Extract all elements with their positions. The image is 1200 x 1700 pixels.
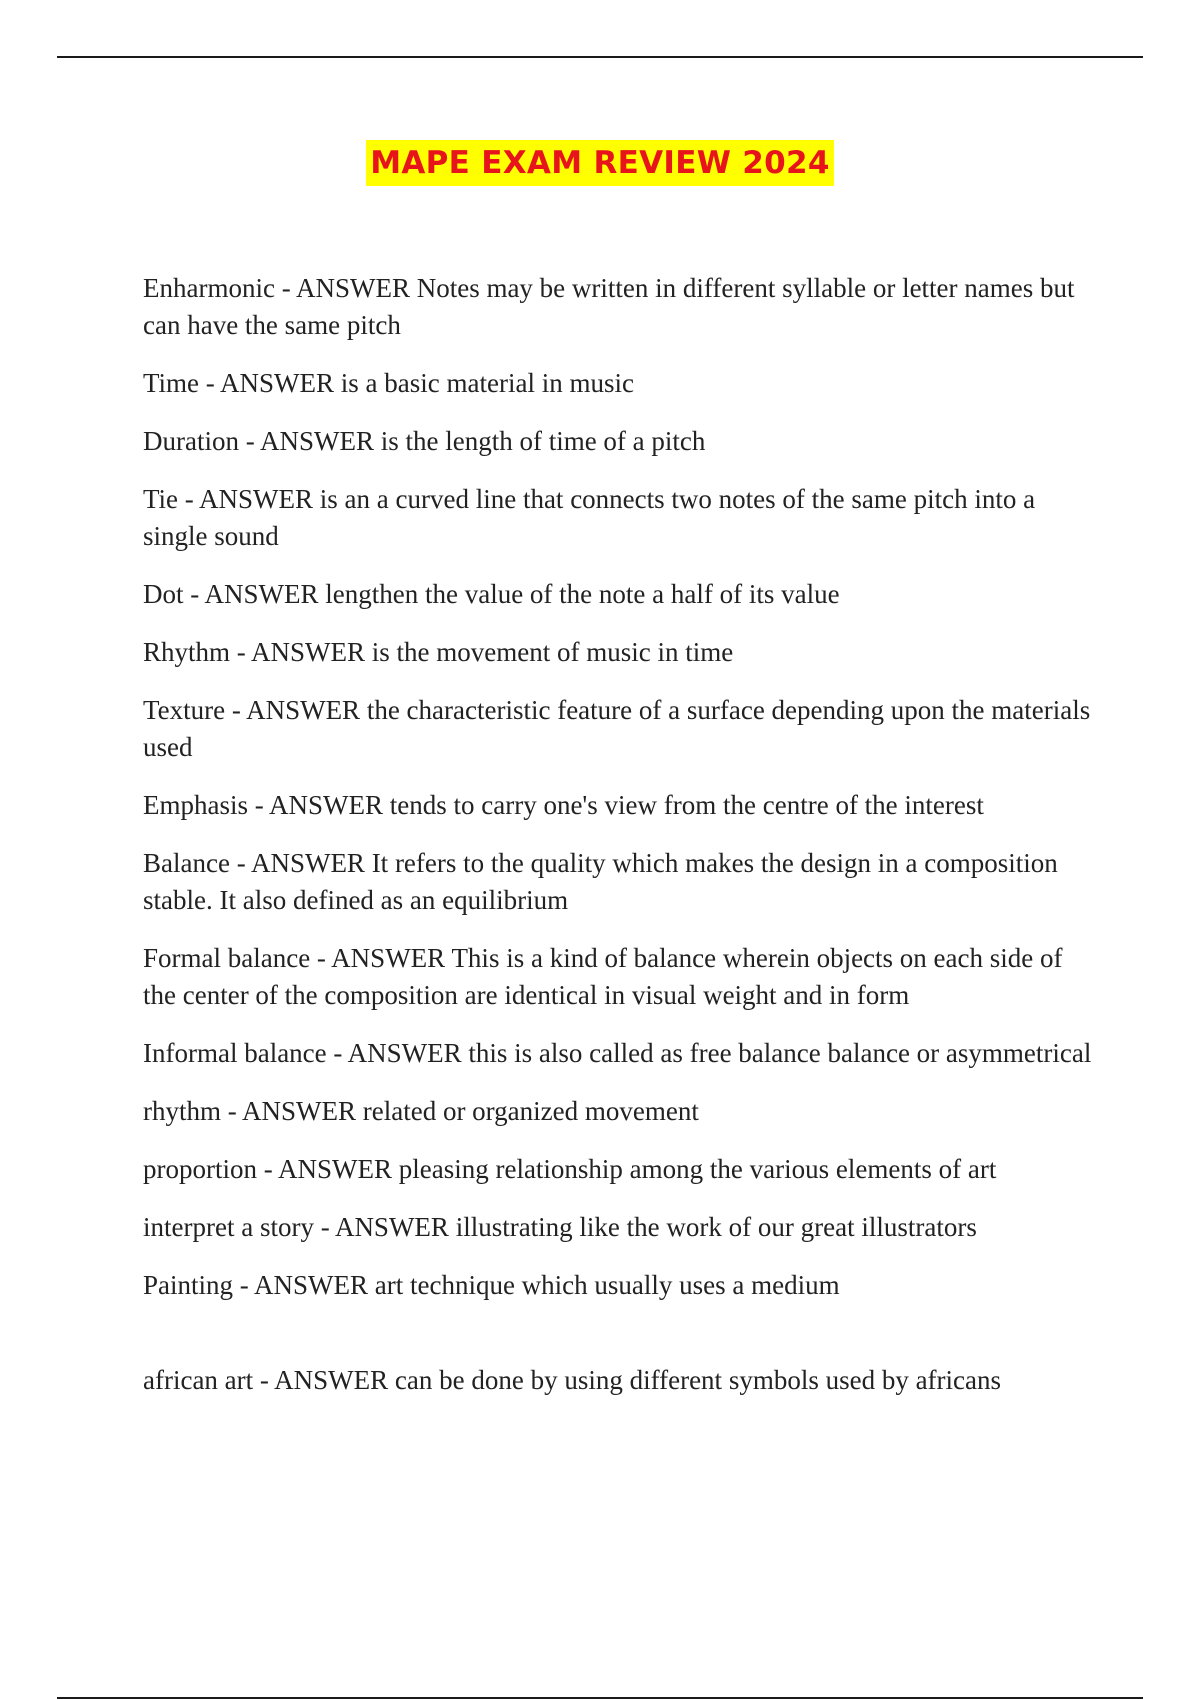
qa-entry-balance: Balance - ANSWER It refers to the quality which makes the design in a composition stable. It also defined as an equilibrium: [143, 848, 1058, 915]
qa-entry-time: Time - ANSWER is a basic material in music: [143, 368, 634, 398]
qa-entry-formal-balance: Formal balance - ANSWER This is a kind of balance wherein objects on each side of the center of the composition are identical in visual weight and in form: [143, 943, 1063, 1010]
bottom-rule: [57, 1697, 1143, 1699]
qa-list: [143, 270, 1093, 1420]
qa-entry-informal-balance: Informal balance - ANSWER this is also called as free balance balance or asymmetrical: [143, 1038, 1092, 1068]
qa-entry-duration: Duration - ANSWER is the length of time of a pitch: [143, 426, 706, 456]
qa-entry-interpret-a-story: interpret a story - ANSWER illustrating like the work of our great illustrators: [143, 1212, 977, 1242]
qa-entry-dot: Dot - ANSWER lengthen the value of the note a half of its value: [143, 579, 840, 609]
qa-entry-painting: Painting - ANSWER art technique which usually uses a medium: [143, 1270, 840, 1300]
qa-entry-texture: Texture - ANSWER the characteristic feature of a surface depending upon the materials used: [143, 695, 1091, 762]
document-title: MAPE EXAM REVIEW 2024: [366, 140, 834, 186]
top-rule: [57, 56, 1143, 58]
qa-entry-rhythm: Rhythm - ANSWER is the movement of music in time: [143, 637, 734, 667]
qa-entry-enharmonic: Enharmonic - ANSWER Notes may be written in different syllable or letter names but can have the same pitch: [143, 273, 1075, 340]
qa-entry-rhythm-lower: rhythm - ANSWER related or organized movement: [143, 1096, 699, 1126]
title-container: [0, 140, 1200, 186]
qa-entry-african-art: african art - ANSWER can be done by using different symbols used by africans: [143, 1365, 1002, 1395]
qa-entry-tie: Tie - ANSWER is an a curved line that connects two notes of the same pitch into a single sound: [143, 484, 1036, 551]
qa-entry-proportion: proportion - ANSWER pleasing relationship among the various elements of art: [143, 1154, 997, 1184]
qa-entry-emphasis: Emphasis - ANSWER tends to carry one's view from the centre of the interest: [143, 790, 984, 820]
